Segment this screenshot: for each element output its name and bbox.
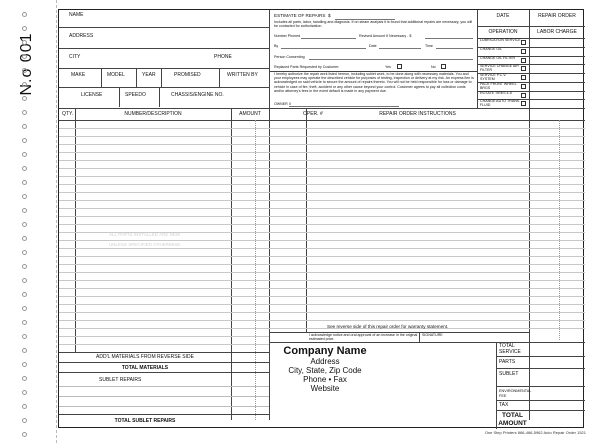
parts-row-line [59,296,269,297]
yes-label: Yes [385,65,391,69]
perforation-hole [22,40,27,45]
operation-checkbox[interactable] [521,75,526,80]
address-label: ADDRESS [69,33,94,39]
instruction-row-line [269,128,585,129]
perforation-hole [22,68,27,73]
oper-header: OPER. # [303,111,323,117]
operation-item-label: LUBRICATION SERVICE [480,38,521,42]
operation-checkbox[interactable] [521,84,526,89]
instruction-row-line [269,248,585,249]
perforation-hole [22,292,27,297]
perforation-hole [22,432,27,437]
instruction-row-line [269,232,585,233]
perforation-hole [22,12,27,17]
instruction-row-line [269,296,585,297]
instruction-row-line [269,160,585,161]
perforation-hole [22,138,27,143]
parts-row-line [59,288,269,289]
instruction-row-line [269,200,585,201]
company-name: Company Name [283,345,367,357]
instruction-row-line [269,208,585,209]
revised-amount-label: Revised Amount If Necessary - $ [359,34,412,38]
instruction-row-line [269,192,585,193]
parts-row-line [59,184,269,185]
perforation-hole [22,278,27,283]
instruction-row-line [269,240,585,241]
owner-label: OWNER X [274,102,292,106]
parts-row-line [59,208,269,209]
estimate-label: ESTIMATE OF REPAIRS $ [274,13,331,18]
perforation-hole [22,306,27,311]
instruction-row-line [269,136,585,137]
operation-checkbox[interactable] [521,58,526,63]
instruction-row-line [269,152,585,153]
parts-row-line [59,312,269,313]
operation-checkbox[interactable] [521,40,526,45]
parts-row-line [59,200,269,201]
perforation-hole [22,54,27,59]
model-label: MODEL [107,72,125,78]
parts-row-line [59,328,269,329]
parts-row-line [59,152,269,153]
instructions-header: REPAIR ORDER INSTRUCTIONS [379,111,456,117]
qty-header: QTY. [62,111,74,117]
operation-checkbox[interactable] [521,49,526,54]
instruction-row-line [269,304,585,305]
no-checkbox[interactable] [441,64,446,69]
city-label: CITY [69,54,81,60]
perforation-hole [22,348,27,353]
operation-item-label: CHANGE AUTO TRANS. FLUID [480,99,521,108]
instruction-row-line [269,280,585,281]
company-address: Address [310,357,340,366]
license-label: LICENSE [81,92,103,98]
make-label: MAKE [71,72,86,78]
person-consenting-label: Person Consenting [274,55,305,59]
amount-header: AMOUNT [239,111,261,117]
perforation-hole [22,82,27,87]
operation-checkbox[interactable] [521,93,526,98]
perforation-hole [22,166,27,171]
name-label: NAME [69,12,84,18]
number-description-header: NUMBER/DESCRIPTION [124,111,182,117]
authorization-text: I hereby authorize the repair work listed hereon, including sublet work, to be done along with necessary materials. You and your employees may operate the described vehicle for purposes of testing, inspection or delivery at my risk. An express lien is acknowledged on said vehicle to secure the amount of repairs thereto. You will not be held responsible for loss or damage to vehicle in case of fire, theft, accident or any other cause beyond your control. Customer agrees to pay all collection costs and/or attorney's fees in the event default is made in any payment due. [274,72,474,93]
date-label: DATE [496,13,510,19]
company-block [210,345,440,393]
labor-charge-header: LABOR CHARGE [537,29,577,35]
yes-checkbox[interactable] [397,64,402,69]
year-label: YEAR [142,72,156,78]
company-city-state-zip: City, State, Zip Code [288,366,362,375]
perforation-hole [22,362,27,367]
parts-row-line [59,168,269,169]
perforation-hole [22,404,27,409]
operation-item-label: CHANGE OIL FILTER [480,55,516,60]
parts-row-line [59,272,269,273]
perforation-hole [22,320,27,325]
perforation-hole [22,390,27,395]
perforation-hole [22,250,27,255]
perforation-hole [22,418,27,423]
instruction-row-line [269,320,585,321]
estimate-disclaimer: Includes all parts, labor, handling and diagnosis. If on steam analysis it is found that additional repairs are necessary, you will be contacted for authorization. [274,20,473,29]
parts-row-line [59,304,269,305]
perforation-hole [22,152,27,157]
addl-materials-label: ADD'L MATERIALS FROM REVERSE SIDE [96,354,194,360]
chassis-label: CHASSIS/ENGINE NO. [171,92,224,98]
ro-number: N.o 001 [18,32,35,96]
parts-row-line [59,280,269,281]
perforated-stub [0,0,57,443]
instruction-row-line [269,184,585,185]
operation-checkbox[interactable] [521,66,526,71]
sublet-repairs-label: SUBLET REPAIRS [99,377,142,383]
instruction-row-line [269,176,585,177]
parts-row-line [59,160,269,161]
operation-checkbox[interactable] [521,101,526,106]
operation-header: OPERATION [488,29,518,35]
instruction-row-line [269,224,585,225]
no-label: No [431,65,436,69]
parts-row-line [59,128,269,129]
parts-row-line [59,240,269,241]
instruction-row-line [269,256,585,257]
parts-row-line [59,264,269,265]
parts-row-line [59,144,269,145]
by-label: By [274,44,279,48]
perforation-hole [22,222,27,227]
operation-item-label: ROTATE TIRES 4-5 [480,90,512,95]
number-phoned-label: Number Phoned [274,34,301,38]
operation-item-label: PACK FRONT WHEEL BRGS [480,81,517,90]
total-service-label: TOTAL SERVICE [499,343,521,355]
watermark-line-1: ALL PARTS INSTALLED ARE NEW [109,232,181,237]
perforation-hole [22,26,27,31]
acknowledge-text: I acknowledge notice and oral approval of an increase in the original estimated price. [309,333,418,342]
date-field-label: Date [369,44,377,48]
printer-footer: One Step Printers 866-466-5962 Auto Repair Order 1521 [484,430,586,435]
instruction-row-line [269,312,585,313]
total-materials-label: TOTAL MATERIALS [121,365,169,371]
perforation-hole [22,334,27,339]
parts-row-line [59,176,269,177]
phone-label: PHONE [214,54,232,60]
parts-row-line [59,216,269,217]
warranty-statement: See reverse side of this repair order for warranty statement. [327,324,449,329]
watermark-line-2: UNLESS SPECIFIED OTHERWISE [109,242,181,247]
time-label: Time [425,44,433,48]
repair-order-label: REPAIR ORDER [538,13,576,19]
perforation-hole [22,180,27,185]
total-sublet-label: TOTAL SUBLET REPAIRS [114,418,176,424]
parts-row-line [59,136,269,137]
replaced-parts-label: Replaced Parts Requested by Customer: [274,65,340,69]
company-phone-fax: Phone • Fax [303,375,347,384]
parts-row-line [59,256,269,257]
promised-label: PROMISED [174,72,201,78]
instruction-row-line [269,288,585,289]
environmental-fee-label: ENVIRONMENTAL FEE [499,389,532,398]
instruction-row-line [269,168,585,169]
signature-label: SIGNATURE [422,333,443,337]
operation-item-label: SERVICE CHANGE AIR FILTER [480,64,519,73]
instruction-row-line [269,216,585,217]
parts-row-line [59,336,269,337]
perforation-hole [22,236,27,241]
perforation-hole [22,110,27,115]
parts-row-line [59,320,269,321]
instruction-row-line [269,264,585,265]
parts-row-line [59,224,269,225]
perforation-hole [22,376,27,381]
speedo-label: SPEEDO [125,92,146,98]
instruction-row-line [269,144,585,145]
perforation-hole [22,208,27,213]
sublet-total-label: SUBLET [499,371,519,377]
written-by-label: WRITTEN BY [227,72,258,78]
instruction-row-line [269,272,585,273]
perforation-hole [22,124,27,129]
perforation-hole [22,264,27,269]
operation-item-label: SERVICE P.C.V. SYSTEM [480,73,507,81]
parts-row-line [59,192,269,193]
company-website: Website [310,384,340,393]
tax-label: TAX [499,402,509,408]
perforation-hole [22,96,27,101]
operation-item-label: CHANGE OIL [480,46,503,51]
parts-row-line [59,248,269,249]
perforation-hole [22,194,27,199]
parts-total-label: PARTS [499,359,516,365]
total-amount-label: TOTAL AMOUNT [498,412,527,427]
